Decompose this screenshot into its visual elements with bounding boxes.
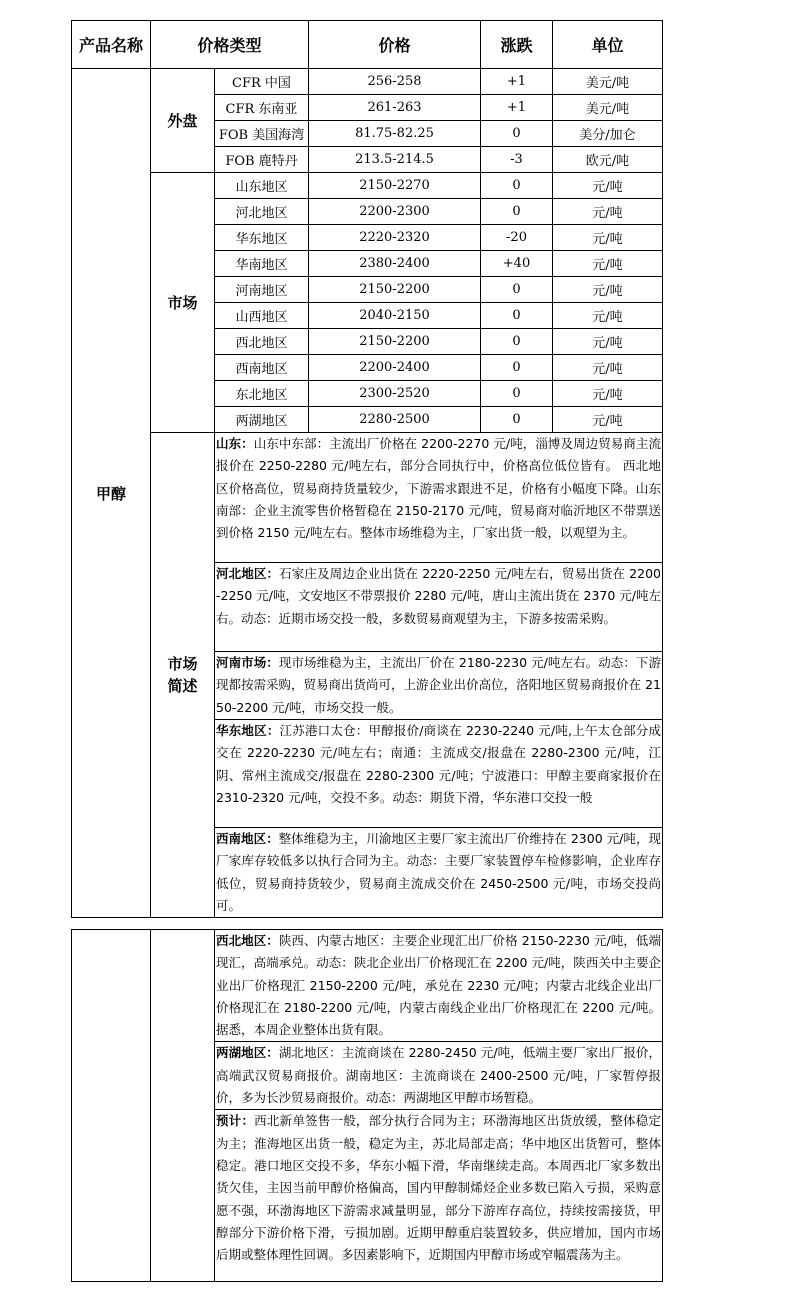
summary-xibei <box>215 930 663 1042</box>
summary-label: 华东地区： <box>216 723 280 738</box>
price-unit: 元/吨 <box>553 225 663 251</box>
price-change: 0 <box>481 381 553 407</box>
summary-text: 现市场维稳为主，主流出厂价在 2180-2230 元/吨左右。动态：下游现都按需采购，贸易商出货尚可，上游企业出价高位，洛阳地区贸易商报价在 2150-2200 元/吨，市场交投一般。 <box>216 655 661 715</box>
summary-shandong <box>215 433 663 563</box>
price-type-name: FOB 鹿特丹 <box>215 147 309 173</box>
summary-row <box>72 433 663 563</box>
price-change: 0 <box>481 355 553 381</box>
summary-row <box>72 930 663 1042</box>
summary-text: 江苏港口太仓：甲醇报价/商谈在 2230-2240 元/吨,上午太仓部分成交在 2220-2230 元/吨左右；南通：主流成交/报盘在 2280-2300 元/吨，江阴、常州主流成交/报盘在 2280-2300 元/吨；宁波港口：甲醇主要商家报价在 2310-2320 元/吨，交投不多。动态：期货下滑，华东港口交投一般 <box>216 723 661 805</box>
price-value: 2150-2200 <box>309 277 481 303</box>
price-value: 2300-2520 <box>309 381 481 407</box>
summary-text: 湖北地区：主流商谈在 2280-2450 元/吨，低端主要厂家出厂报价，高端武汉贸易商报价。湖南地区：主流商谈在 2400-2500 元/吨，厂家暂停报价，多为长沙贸易商报价。动态：两湖地区甲醇市场暂稳。 <box>216 1045 661 1106</box>
summary-huadong <box>215 720 663 828</box>
price-unit: 元/吨 <box>553 173 663 199</box>
summary-label: 河北地区： <box>216 566 280 581</box>
price-change: 0 <box>481 303 553 329</box>
price-unit: 元/吨 <box>553 251 663 277</box>
price-change: +1 <box>481 69 553 95</box>
price-type-name: 河南地区 <box>215 277 309 303</box>
price-unit: 元/吨 <box>553 199 663 225</box>
header-row <box>72 21 663 69</box>
price-change: 0 <box>481 199 553 225</box>
price-value: 2200-2300 <box>309 199 481 225</box>
summary-xinan <box>215 828 663 918</box>
summary-text: 整体维稳为主，川渝地区主要厂家主流出厂价维持在 2300 元/吨，现厂家库存较低多以执行合同为主。动态：主要厂家装置停车检修影响，企业库存低位，贸易商持货较少，贸易商主流成交价在 2450-2500 元/吨，市场交投尚可。 <box>216 831 661 913</box>
price-value: 2220-2320 <box>309 225 481 251</box>
price-table <box>71 20 663 918</box>
price-type-name: 西南地区 <box>215 355 309 381</box>
price-change: 0 <box>481 277 553 303</box>
summary-text: 石家庄及周边企业出货在 2220-2250 元/吨左右，贸易出货在 2200-2250 元/吨，文安地区不带票报价 2280 元/吨，唐山主流出货在 2370 元/吨左右。动态：近期市场交投一般，多数贸易商观望为主，下游多按需采购。 <box>216 566 661 626</box>
header-type: 价格类型 <box>151 21 309 69</box>
price-type-name: 华南地区 <box>215 251 309 277</box>
table-row <box>72 173 663 199</box>
group-market: 市场 <box>151 173 215 433</box>
price-unit: 美分/加仑 <box>553 121 663 147</box>
price-change: +1 <box>481 95 553 121</box>
summary-label: 西北地区： <box>216 933 279 948</box>
price-value: 213.5-214.5 <box>309 147 481 173</box>
price-value: 81.75-82.25 <box>309 121 481 147</box>
header-price: 价格 <box>309 21 481 69</box>
summary-forecast <box>215 1110 663 1282</box>
price-type-name: FOB 美国海湾 <box>215 121 309 147</box>
price-unit: 元/吨 <box>553 329 663 355</box>
group-cell-blank <box>151 930 215 1282</box>
price-unit: 元/吨 <box>553 355 663 381</box>
summary-text: 山东中东部：主流出厂价格在 2200-2270 元/吨，淄博及周边贸易商主流报价在 2250-2280 元/吨左右，部分合同执行中，价格高位低位皆有。 西北地区价格高位，贸易商持货量较少，下游需求跟进不足，价格有小幅度下降。山东南部：企业主流零售价格暂稳在 2150-2170 元/吨，贸易商对临沂地区不带票送到价格 2150 元/吨左右。整体市场维稳为主，厂家出货一般，以观望为主。 <box>216 436 661 541</box>
summary-label: 西南地区： <box>216 831 279 846</box>
price-unit: 元/吨 <box>553 303 663 329</box>
price-change: +40 <box>481 251 553 277</box>
group-summary <box>151 433 215 918</box>
price-value: 2150-2270 <box>309 173 481 199</box>
summary-table-continued <box>71 929 663 1282</box>
summary-lianghu <box>215 1042 663 1110</box>
price-value: 2380-2400 <box>309 251 481 277</box>
summary-label: 山东： <box>216 436 254 451</box>
price-unit: 欧元/吨 <box>553 147 663 173</box>
price-unit: 美元/吨 <box>553 95 663 121</box>
summary-text: 西北新单签售一般，部分执行合同为主；环渤海地区出货放缓，整体稳定为主；淮海地区出货一般，稳定为主，苏北局部走高；华中地区出货暂可，整体稳定。港口地区交投不多，华东小幅下滑，华南继续走高。本周西北厂家多数出货欠佳，主因当前甲醇价格偏高，国内甲醇制烯烃企业多数已陷入亏损，采购意愿不强，环渤海地区下游需求减量明显，部分下游库存高位，持续按需接货，甲醇部分下游价格下滑，亏损加剧。近期甲醇重启装置较多，供应增加，国内市场后期或整体理性回调。多因素影响下，近期国内甲醇市场或窄幅震荡为主。 <box>216 1113 661 1263</box>
price-unit: 美元/吨 <box>553 69 663 95</box>
price-unit: 元/吨 <box>553 381 663 407</box>
price-value: 2280-2500 <box>309 407 481 433</box>
summary-hebei <box>215 563 663 652</box>
product-cell-blank <box>72 930 151 1282</box>
header-change: 涨跌 <box>481 21 553 69</box>
price-change: 0 <box>481 173 553 199</box>
price-type-name: 河北地区 <box>215 199 309 225</box>
price-type-name: 华东地区 <box>215 225 309 251</box>
summary-label: 河南市场： <box>216 655 279 670</box>
price-value: 2150-2200 <box>309 329 481 355</box>
price-value: 261-263 <box>309 95 481 121</box>
summary-label: 两湖地区： <box>216 1045 279 1061</box>
summary-text: 陕西、内蒙古地区：主要企业现汇出厂价格 2150-2230 元/吨，低端现汇，高端承兑。动态：陕北企业出厂价格现汇在 2200 元/吨，陕西关中主要企业出厂价格现汇 2150-2200 元/吨，承兑在 2230 元/吨；内蒙古北线企业出厂价格现汇在 2180-2200 元/吨，内蒙古南线企业出厂价格现汇在 2200 元/吨。据悉，本周企业整体出货有限。 <box>216 933 661 1038</box>
summary-henan <box>215 652 663 720</box>
price-type-name: 山东地区 <box>215 173 309 199</box>
price-change: -3 <box>481 147 553 173</box>
product-name-cell: 甲醇 <box>72 69 151 918</box>
price-value: 256-258 <box>309 69 481 95</box>
price-change: 0 <box>481 121 553 147</box>
price-change: 0 <box>481 329 553 355</box>
price-value: 2200-2400 <box>309 355 481 381</box>
price-change: -20 <box>481 225 553 251</box>
summary-label: 预计： <box>216 1113 255 1129</box>
price-type-name: 东北地区 <box>215 381 309 407</box>
price-type-name: CFR 东南亚 <box>215 95 309 121</box>
header-product: 产品名称 <box>72 21 151 69</box>
price-type-name: CFR 中国 <box>215 69 309 95</box>
price-type-name: 两湖地区 <box>215 407 309 433</box>
price-value: 2040-2150 <box>309 303 481 329</box>
header-unit: 单位 <box>553 21 663 69</box>
price-change: 0 <box>481 407 553 433</box>
table-row <box>72 69 663 95</box>
price-unit: 元/吨 <box>553 277 663 303</box>
price-type-name: 西北地区 <box>215 329 309 355</box>
group-overseas: 外盘 <box>151 69 215 173</box>
price-unit: 元/吨 <box>553 407 663 433</box>
group-summary-label: 市场简述 <box>167 655 198 696</box>
price-type-name: 山西地区 <box>215 303 309 329</box>
